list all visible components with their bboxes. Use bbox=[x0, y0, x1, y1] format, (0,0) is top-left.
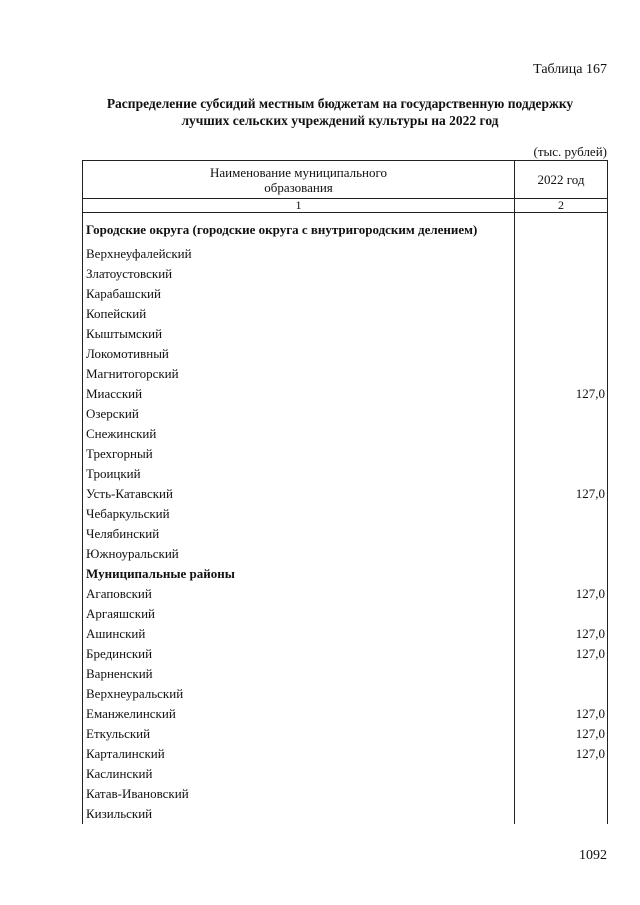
table-row bbox=[83, 524, 608, 544]
subsidy-value bbox=[515, 764, 608, 784]
table-row bbox=[83, 544, 608, 564]
municipality-name: Трехгорный bbox=[83, 444, 515, 464]
table-row bbox=[83, 584, 608, 604]
municipality-name: Карабашский bbox=[83, 284, 515, 304]
header-row bbox=[83, 161, 608, 199]
subsidy-value: 127,0 bbox=[515, 724, 608, 744]
table-row bbox=[83, 244, 608, 264]
subsidy-value bbox=[515, 524, 608, 544]
municipality-name: Каслинский bbox=[83, 764, 515, 784]
table-row bbox=[83, 444, 608, 464]
table-row bbox=[83, 284, 608, 304]
municipality-name: Златоустовский bbox=[83, 264, 515, 284]
subsidy-value bbox=[515, 284, 608, 304]
title-line-1: Распределение субсидий местным бюджетам на государственную поддержку bbox=[106, 96, 574, 111]
subsidy-value bbox=[515, 264, 608, 284]
table-row bbox=[83, 644, 608, 664]
municipality-name: Магнитогорский bbox=[83, 364, 515, 384]
subsidy-value bbox=[515, 364, 608, 384]
table-row bbox=[83, 784, 608, 804]
title-line-2: лучших сельских учреждений культуры на 2022 год bbox=[181, 113, 499, 128]
municipality-name: Локомотивный bbox=[83, 344, 515, 364]
municipality-name: Усть-Катавский bbox=[83, 484, 515, 504]
municipality-name: Озерский bbox=[83, 404, 515, 424]
group-row bbox=[83, 564, 608, 584]
subsidy-value: 127,0 bbox=[515, 384, 608, 404]
table-row bbox=[83, 264, 608, 284]
subsidy-value: 127,0 bbox=[515, 644, 608, 664]
subsidy-value: 127,0 bbox=[515, 624, 608, 644]
table-row bbox=[83, 744, 608, 764]
municipality-name: Верхнеуральский bbox=[83, 684, 515, 704]
group-name: Муниципальные районы bbox=[83, 564, 515, 584]
subsidy-value bbox=[515, 344, 608, 364]
table-row bbox=[83, 304, 608, 324]
municipality-name: Кыштымский bbox=[83, 324, 515, 344]
subsidy-value: 127,0 bbox=[515, 744, 608, 764]
subsidy-value bbox=[515, 564, 608, 584]
subsidy-value bbox=[515, 504, 608, 524]
header-municipality-line-2: образования bbox=[264, 179, 333, 195]
municipality-name: Южноуральский bbox=[83, 544, 515, 564]
municipality-name: Еткульский bbox=[83, 724, 515, 744]
municipality-name: Варненский bbox=[83, 664, 515, 684]
table-row bbox=[83, 384, 608, 404]
municipality-name: Кизильский bbox=[83, 804, 515, 824]
group-row bbox=[83, 213, 608, 245]
subsidy-value bbox=[515, 424, 608, 444]
table-row bbox=[83, 664, 608, 684]
subsidy-table bbox=[82, 160, 608, 824]
municipality-name: Аргаяшский bbox=[83, 604, 515, 624]
municipality-name: Ашинский bbox=[83, 624, 515, 644]
table-row bbox=[83, 324, 608, 344]
subsidy-value bbox=[515, 304, 608, 324]
table-row bbox=[83, 684, 608, 704]
table-row bbox=[83, 604, 608, 624]
header-municipality bbox=[83, 161, 515, 199]
table-number: Таблица 167 bbox=[533, 62, 607, 77]
municipality-name: Карталинский bbox=[83, 744, 515, 764]
table-row bbox=[83, 704, 608, 724]
municipality-name: Снежинский bbox=[83, 424, 515, 444]
subsidy-value bbox=[515, 664, 608, 684]
municipality-name: Брединский bbox=[83, 644, 515, 664]
subsidy-value bbox=[515, 684, 608, 704]
subsidy-value: 127,0 bbox=[515, 584, 608, 604]
municipality-name: Агаповский bbox=[83, 584, 515, 604]
subsidy-value bbox=[515, 404, 608, 424]
table-row bbox=[83, 764, 608, 784]
page-number: 1092 bbox=[579, 848, 607, 863]
group-name: Городские округа (городские округа с внутригородским делением) bbox=[83, 213, 515, 245]
subsidy-value bbox=[515, 464, 608, 484]
subsidy-value bbox=[515, 324, 608, 344]
table-row bbox=[83, 464, 608, 484]
document-title bbox=[60, 95, 620, 129]
table-body bbox=[83, 213, 608, 825]
municipality-name: Катав-Ивановский bbox=[83, 784, 515, 804]
subsidy-value: 127,0 bbox=[515, 484, 608, 504]
municipality-name: Миасский bbox=[83, 384, 515, 404]
subsidy-value bbox=[515, 784, 608, 804]
table-row bbox=[83, 364, 608, 384]
subsidy-value bbox=[515, 544, 608, 564]
header-municipality-line-1: Наименование муниципального bbox=[209, 164, 388, 180]
column-index-row bbox=[83, 199, 608, 213]
header-year: 2022 год bbox=[515, 161, 608, 199]
municipality-name: Челябинский bbox=[83, 524, 515, 544]
subsidy-value bbox=[515, 804, 608, 824]
table-row bbox=[83, 804, 608, 824]
municipality-name: Троицкий bbox=[83, 464, 515, 484]
table-row bbox=[83, 484, 608, 504]
subsidy-value bbox=[515, 213, 608, 245]
column-index-1: 1 bbox=[83, 199, 515, 213]
municipality-name: Верхнеуфалейский bbox=[83, 244, 515, 264]
table-row bbox=[83, 504, 608, 524]
table-row bbox=[83, 624, 608, 644]
table-row bbox=[83, 344, 608, 364]
municipality-name: Еманжелинский bbox=[83, 704, 515, 724]
table-row bbox=[83, 404, 608, 424]
subsidy-value: 127,0 bbox=[515, 704, 608, 724]
column-index-2: 2 bbox=[515, 199, 608, 213]
municipality-name: Чебаркульский bbox=[83, 504, 515, 524]
table-row bbox=[83, 424, 608, 444]
table-row bbox=[83, 724, 608, 744]
units-label: (тыс. рублей) bbox=[533, 144, 607, 159]
subsidy-value bbox=[515, 604, 608, 624]
subsidy-value bbox=[515, 444, 608, 464]
subsidy-value bbox=[515, 244, 608, 264]
municipality-name: Копейский bbox=[83, 304, 515, 324]
